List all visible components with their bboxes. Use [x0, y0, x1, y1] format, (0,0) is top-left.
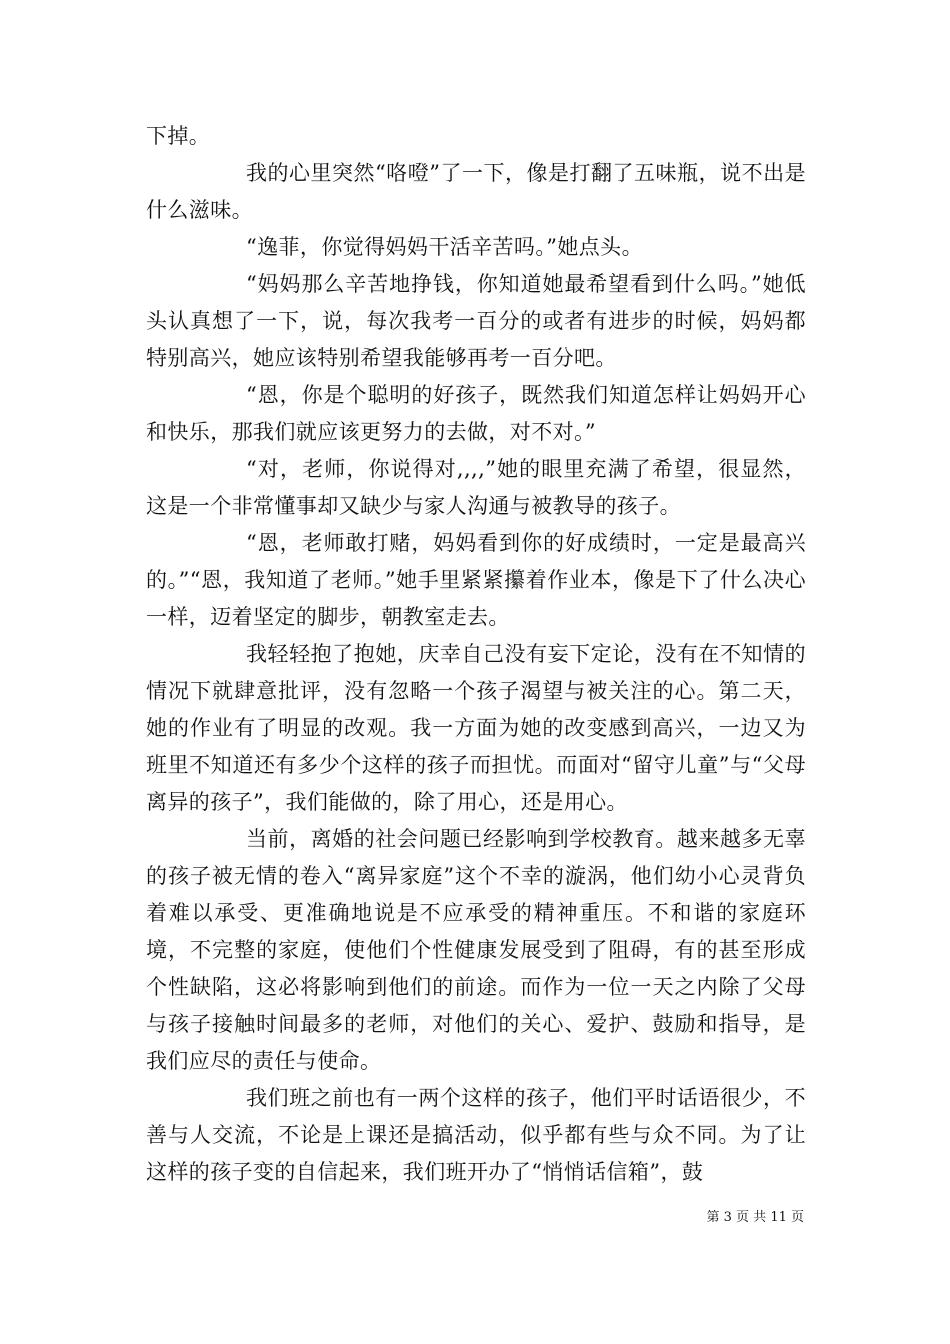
- paragraph-1: 下掉。: [146, 124, 211, 148]
- paragraph-7: “恩，老师敢打赌，妈妈看到你的好成绩时，一定是最高兴的。”“恩，我知道了老师。”她手里紧紧攥着作业本，像是下了什么决心一样，迈着坚定的脚步，朝教室走去。: [146, 531, 806, 629]
- body-text: [146, 118, 806, 1191]
- paragraph-8: 我轻轻抱了抱她，庆幸自己没有妄下定论，没有在不知情的情况下就肆意批评，没有忽略一个孩子渴望与被关注的心。第二天，她的作业有了明显的改观。我一方面为她的改变感到高兴，一边又为班里不知道还有多少个这样的孩子而担忧。而面对“留守儿童”与“父母离异的孩子”，我们能做的，除了用心，还是用心。: [146, 642, 806, 814]
- paragraph-10: 我们班之前也有一两个这样的孩子，他们平时话语很少，不善与人交流，不论是上课还是搞活动，似乎都有些与众不同。为了让这样的孩子变的自信起来，我们班开办了“悄悄话信箱”，鼓: [146, 1086, 806, 1184]
- paragraph-3: “逸菲，你觉得妈妈干活辛苦吗。”她点头。: [246, 235, 643, 259]
- paragraph-2: 我的心里突然“咯噔”了一下，像是打翻了五味瓶，说不出是什么滋味。: [146, 161, 806, 222]
- paragraph-9: 当前，离婚的社会问题已经影响到学校教育。越来越多无辜的孩子被无情的卷入“离异家庭”这个不幸的漩涡，他们幼小心灵背负着难以承受、更准确地说是不应承受的精神重压。不和谐的家庭环境，不完整的家庭，使他们个性健康发展受到了阻碍，有的甚至形成个性缺陷，这必将影响到他们的前途。而作为一位一天之内除了父母与孩子接触时间最多的老师，对他们的关心、爱护、鼓励和指导，是我们应尽的责任与使命。: [146, 827, 806, 1073]
- paragraph-4: “妈妈那么辛苦地挣钱，你知道她最希望看到什么吗。”她低头认真想了一下，说，每次我考一百分的或者有进步的时候，妈妈都特别高兴，她应该特别希望我能够再考一百分吧。: [146, 272, 806, 370]
- paragraph-6: “对，老师，你说得对,,,,”她的眼里充满了希望，很显然，这是一个非常懂事却又缺少与家人沟通与被教导的孩子。: [146, 457, 806, 518]
- page-number-footer: 第 3 页 共 11 页: [706, 1210, 804, 1225]
- paragraph-5: “恩，你是个聪明的好孩子，既然我们知道怎样让妈妈开心和快乐，那我们就应该更努力的去做，对不对。”: [146, 383, 806, 444]
